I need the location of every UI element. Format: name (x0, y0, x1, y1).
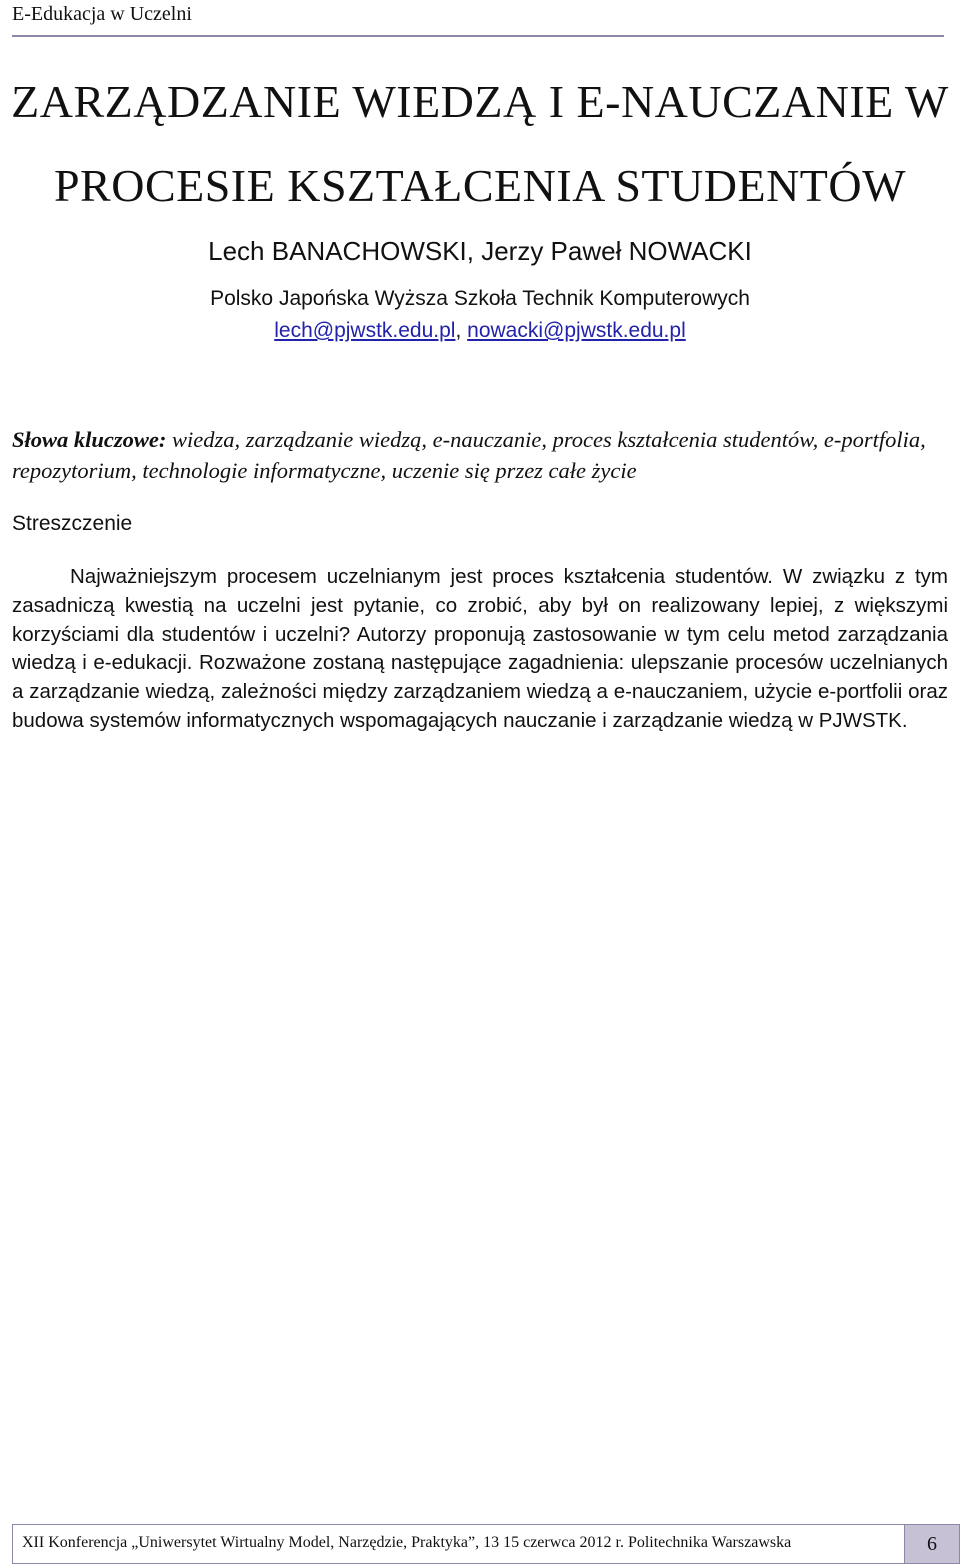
email-separator: , (455, 319, 468, 342)
author-emails (0, 316, 960, 346)
keywords-label: Słowa kluczowe: (12, 427, 167, 452)
affiliation: Polsko Japońska Wyższa Szkoła Technik Komputerowych (210, 287, 750, 310)
header-rule (12, 35, 944, 37)
abstract-heading: Streszczenie (12, 512, 133, 535)
running-header: E-Edukacja w Uczelni (12, 3, 192, 25)
email-link-nowacki[interactable]: nowacki@pjwstk.edu.pl (467, 319, 686, 342)
title-line-1: ZARZĄDZANIE WIEDZĄ I E-NAUCZANIE W (11, 76, 949, 127)
authors: Lech BANACHOWSKI, Jerzy Paweł NOWACKI (208, 236, 752, 266)
page-number: 6 (904, 1524, 960, 1564)
keywords (12, 424, 950, 486)
footer-text: XII Konferencja „Uniwersytet Wirtualny Model, Narzędzie, Praktyka”, 13 15 czerwca 2012 r. Politechnika Warszawska (22, 1534, 792, 1551)
abstract-text: Najważniejszym procesem uczelnianym jest proces kształcenia studentów. W związku z tym zasadniczą kwestią na uczelni jest pytanie, co zrobić, aby był on realizowany lepiej, z większymi korzyściami dla studentów i uczelni? Autorzy proponują zastosowanie w tym celu metod zarządzania wiedzą i e-edukacji. Rozważone zostaną następujące zagadnienia: ulepszanie procesów uczelnianych a zarządzanie wiedzą, zależności między zarządzaniem wiedzą a e-nauczaniem, użycie e-portfolii oraz budowa systemów informatycznych wspomagających nauczanie i zarządzanie wiedzą w PJWSTK. (12, 565, 948, 732)
keywords-text: wiedza, zarządzanie wiedzą, e-nauczanie, proces kształcenia studentów, e-portfolia, repozytorium, technologie informatyczne, uczenie się przez całe życie (12, 427, 926, 483)
paper-title (0, 60, 960, 228)
title-line-2: PROCESIE KSZTAŁCENIA STUDENTÓW (53, 160, 907, 211)
email-link-banachowski[interactable]: lech@pjwstk.edu.pl (274, 319, 456, 342)
